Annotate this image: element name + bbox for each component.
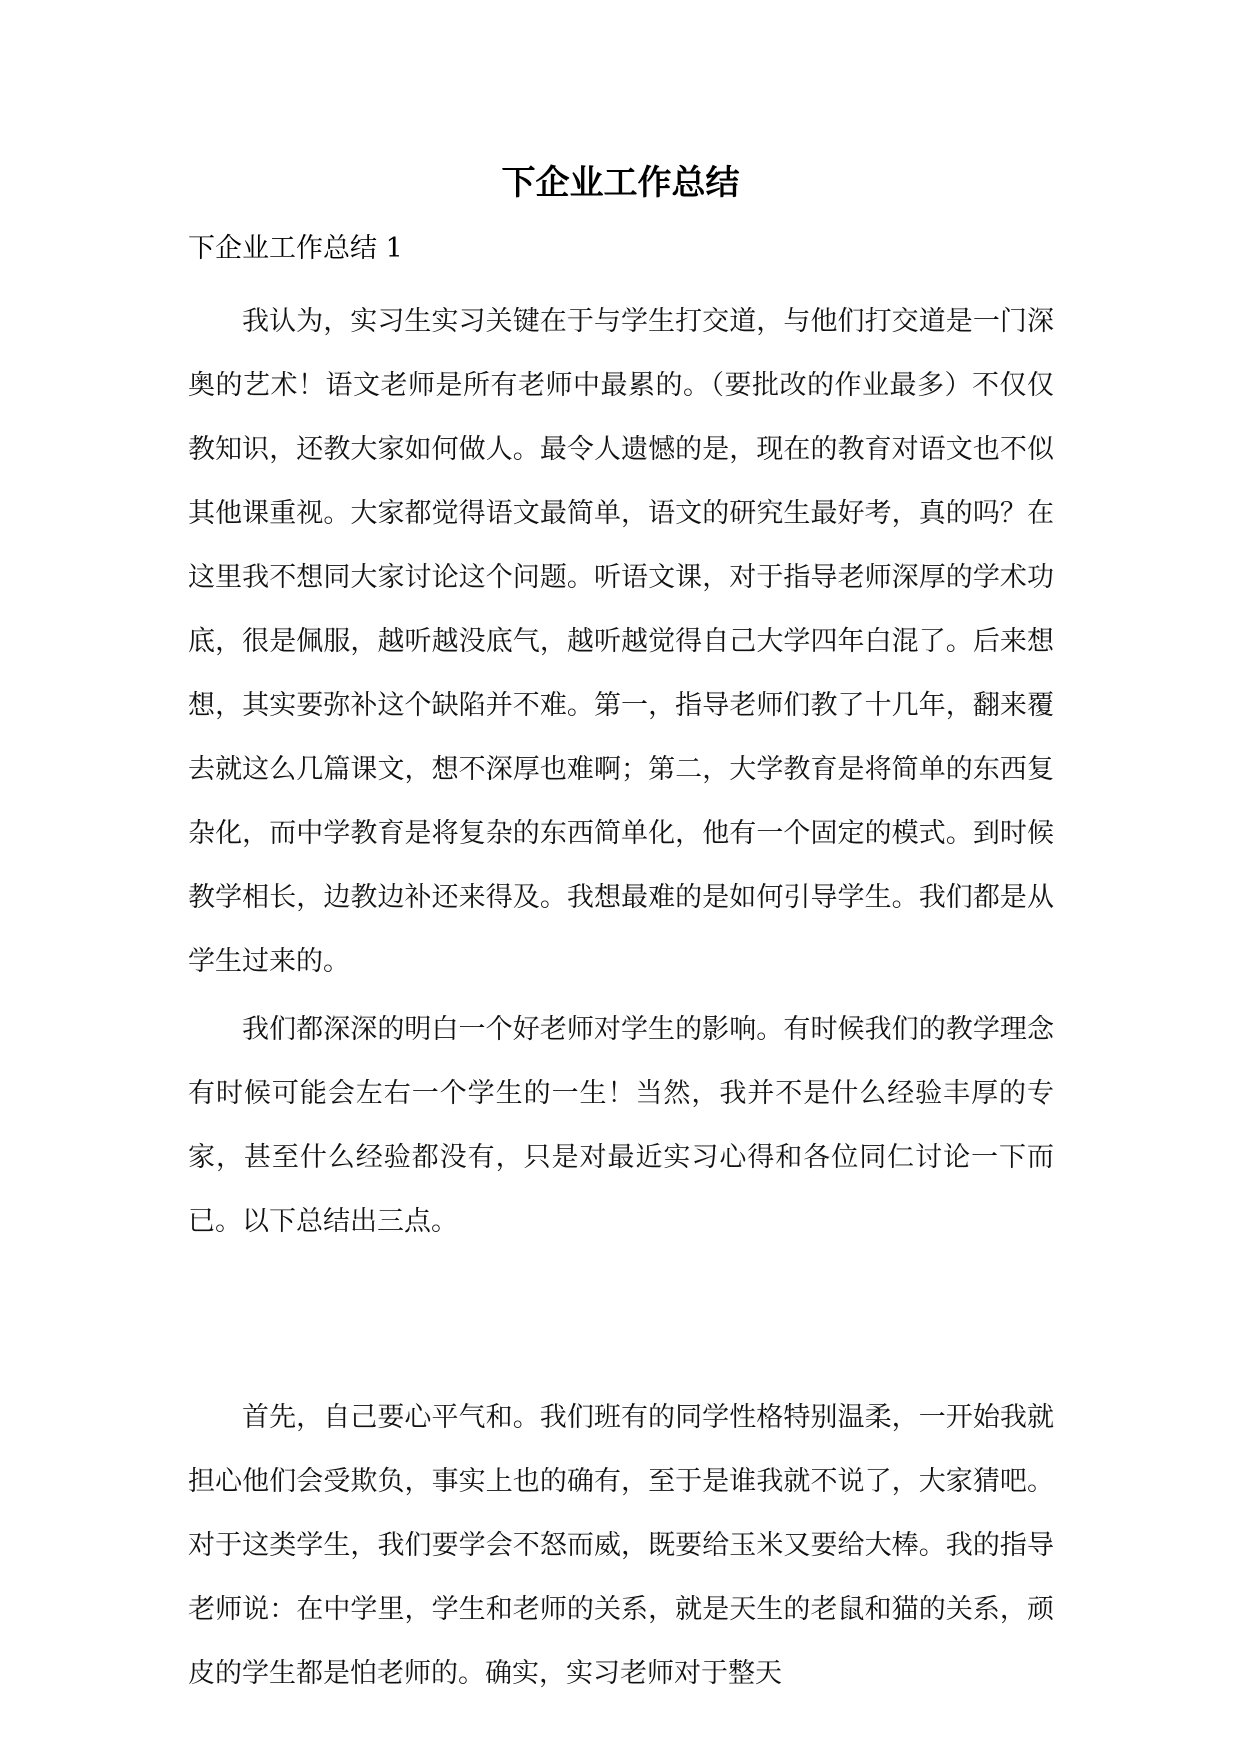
paragraph-2: 我们都深深的明白一个好老师对学生的影响。有时候我们的教学理念有时候可能会左右一个学生的一生！当然，我并不是什么经验丰厚的专家，甚至什么经验都没有，只是对最近实习心得和各位同仁讨论一下而已。以下总结出三点。 — [188, 1014, 1054, 1237]
paragraph-1: 我认为，实习生实习关键在于与学生打交道，与他们打交道是一门深奥的艺术！语文老师是所有老师中最累的。（要批改的作业最多）不仅仅教知识，还教大家如何做人。最令人遗憾的是，现在的教育对语文也不似其他课重视。大家都觉得语文最简单，语文的研究生最好考，真的吗？在这里我不想同大家讨论这个问题。听语文课，对于指导老师深厚的学术功底，很是佩服，越听越没底气，越听越觉得自己大学四年白混了。后来想想，其实要弥补这个缺陷并不难。第一，指导老师们教了十几年，翻来覆去就这么几篇课文，想不深厚也难啊；第二，大学教育是将简单的东西复杂化，而中学教育是将复杂的东西简单化，他有一个固定的模式。到时候教学相长，边教边补还来得及。我想最难的是如何引导学生。我们都是从学生过来的。 — [188, 306, 1054, 977]
document-title: 下企业工作总结 — [501, 163, 740, 203]
section-heading: 下企业工作总结 1 — [188, 233, 403, 264]
paragraph-3: 首先，自己要心平气和。我们班有的同学性格特别温柔，一开始我就担心他们会受欺负，事实上也的确有，至于是谁我就不说了，大家猜吧。对于这类学生，我们要学会不怒而威，既要给玉米又要给大棒。我的指导老师说：在中学里，学生和老师的关系，就是天生的老鼠和猫的关系，顽皮的学生都是怕老师的。确实，实习老师对于整天 — [188, 1402, 1054, 1689]
